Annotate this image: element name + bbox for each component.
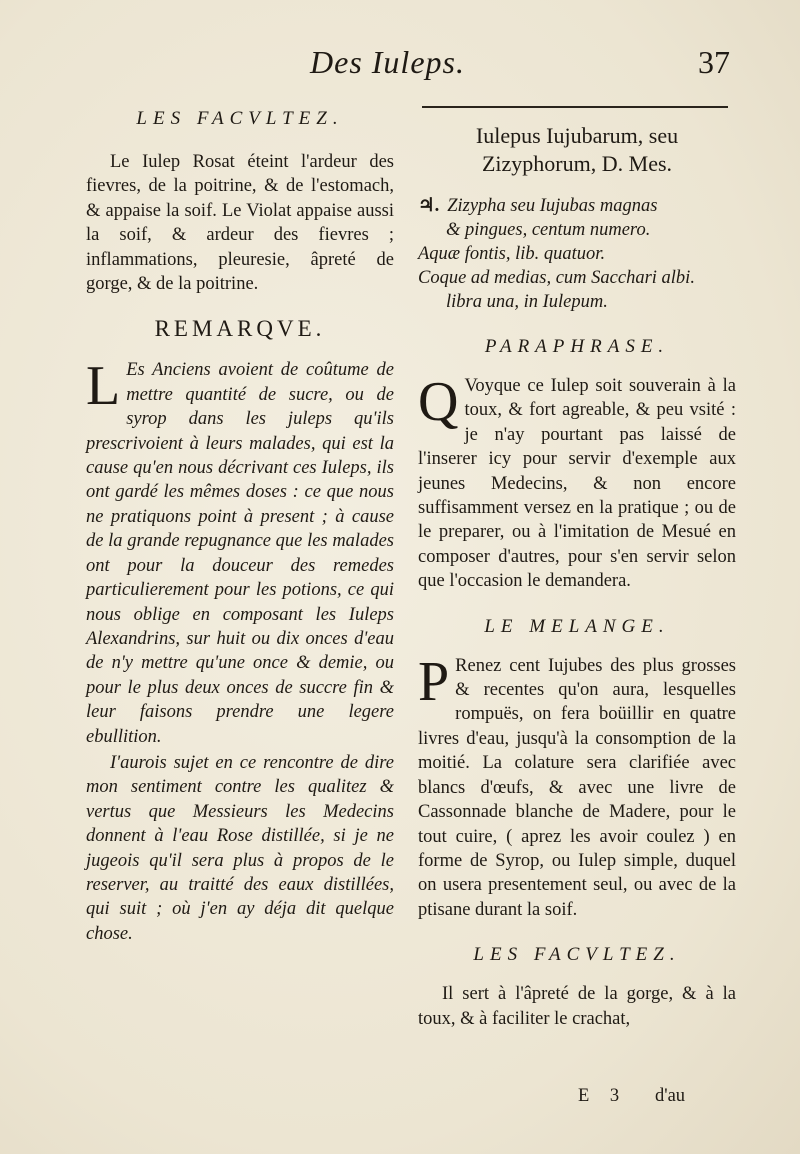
recipe-block (418, 194, 736, 314)
remarque-continuation: I'aurois sujet en ce rencontre de dire mon sentiment contre les qualitez & vertus que Messieurs les Medecins donnent à l'eau Rose distillée, si je ne jugeois qu'il sera plus à propos de le reserver, au traitté des eaux distillées, qui suit ; où j'en ay déja dit quelque chose. (86, 752, 394, 944)
facultez-heading-2: LES FACVLTEZ. (473, 944, 681, 966)
remarque-heading: REMARQVE. (154, 316, 326, 342)
running-head: Des Iuleps. (310, 44, 465, 80)
right-column (418, 100, 736, 1031)
recipe-line: & pingues, centum numero. (446, 220, 651, 240)
paraphrase-paragraph (418, 371, 736, 594)
left-column (86, 108, 394, 946)
melange-heading: LE MELANGE. (484, 615, 670, 637)
melange-text: Renez cent Iujubes des plus grosses & recentes qu'on aura, lesquelles rompuës, on fera boüillir en quatre livres d'eau, jusqu'à la consomption de la moitié. La colature sera clarifiée avec blancs d'œufs, & avec une livre de Cassonnade blanche de Madere, pour le tout cuire, ( aprez les avoir coulez ) en forme de Syrop, ou Iulep simple, duquel on usera presentement seul, ou avec de la ptisane durant la soif. (418, 655, 736, 920)
facultez-paragraph-2: Il sert à l'âpreté de la gorge, & à la toux, & à faciliter le crachat, (418, 984, 736, 1029)
jupiter-recipe-icon: ♃. (418, 196, 440, 216)
recipe-line: Aquæ fontis, lib. quatuor. (418, 244, 606, 264)
recipe-title: Iulepus Iujubarum, seu Zizyphorum, D. Mes. (475, 123, 679, 176)
paraphrase-heading: PARAPHRASE. (484, 336, 670, 357)
drop-cap: Q (418, 371, 459, 433)
recipe-line: Coque ad medias, cum Sacchari albi. (418, 268, 695, 288)
signature-mark: E 3 (578, 1086, 628, 1106)
catchword: d'au (655, 1086, 686, 1106)
page-number: 37 (698, 44, 730, 80)
top-rule (422, 106, 728, 108)
melange-paragraph (418, 650, 736, 922)
drop-cap: P (418, 650, 450, 713)
remarque-paragraph (86, 355, 394, 749)
remarque-text: Es Anciens avoient de coûtume de mettre quantité de sucre, ou de syrop dans les juleps qu'ils prescrivoient à leurs malades, qui est la cause qu'en nous décrivant ces Iuleps, ils ont gardé les mêmes doses : ce que nous ne pratiquons point à present ; à cause de la grande repugnance que les malades ont pour la douceur des remedes particulierement pour les potions, ce qui nous oblige en composant les Iuleps Alexandrins, sur huit ou dix onces d'eau de n'y mettre qu'une once & demie, ou pour le plus deux onces de succre fin & leur faisons prendre une legere ebullition. (86, 360, 394, 747)
recipe-line: ♃. Zizypha seu Iujubas magnas (418, 196, 658, 216)
paraphrase-text: Voyque ce Iulep soit souverain à la toux, & fort agreable, & peu vsité : je n'ay pourtant pas laissé de l'inserer icy pour servir d'exemple aux jeunes Medecins, & non encore suffisamment versez en la pratique ; ou de le preparer, ou à l'imitation de Mesué en composer d'autres, pour s'en servir selon que l'occasion le demandera. (418, 376, 736, 592)
drop-cap: L (86, 355, 121, 418)
recipe-line: libra una, in Iulepum. (446, 292, 608, 312)
facultez-paragraph: Le Iulep Rosat éteint l'ardeur des fievres, de la poitrine, & de l'estomach, & appaise la soif. Le Violat appaise aussi la soif, & ardeur des fievres ; inflammations, pleuresie, âpreté de gorge, & de la poitrine. (86, 152, 394, 295)
facultez-heading: LES FACVLTEZ. (136, 108, 344, 129)
